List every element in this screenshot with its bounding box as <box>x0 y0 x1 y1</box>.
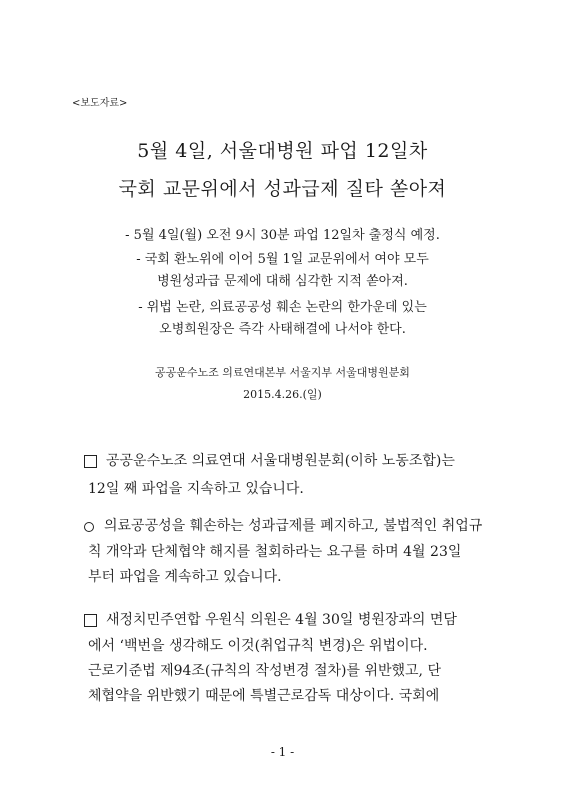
square-bullet-icon <box>84 455 97 468</box>
page-title-line-2: 국회 교문위에서 성과급제 질타 쏟아져 <box>118 178 447 200</box>
paragraph-2-line-3: 부터 파업을 계속하고 있습니다. <box>88 569 282 585</box>
paragraph-2-line-1: 의료공공성을 훼손하는 성과급제를 폐지하고, 불법적인 취업규 <box>104 518 483 534</box>
paragraph-3-line-2: 에서 ‘백번을 생각해도 이것(취업규칙 변경)은 위법이다. <box>88 638 428 654</box>
page-title-line-1: 5월 4일, 서울대병원 파업 12일차 <box>137 140 428 162</box>
subtitle-line-2: - 국회 환노위에 이어 5월 1일 교문위에서 여야 모두 <box>136 252 429 267</box>
circle-bullet-icon <box>84 522 94 532</box>
release-date: 2015.4.26.(일) <box>243 388 322 401</box>
page-number: - 1 - <box>270 745 295 759</box>
organization-name: 공공운수노조 의료연대본부 서울지부 서울대병원분회 <box>155 366 410 379</box>
paragraph-3-line-4: 체협약을 위반했기 때문에 특별근로감독 대상이다. 국회에 <box>88 688 440 704</box>
square-bullet-icon <box>84 614 97 627</box>
paragraph-1-line-2: 12일 째 파업을 지속하고 있습니다. <box>88 481 304 497</box>
paragraph-3-line-3: 근로기준법 제94조(규칙의 작성변경 절차)를 위반했고, 단 <box>88 663 441 679</box>
document-label: <보도자료> <box>72 98 128 109</box>
paragraph-1-line-1: 공공운수노조 의료연대 서울대병원분회(이하 노동조합)는 <box>106 453 455 469</box>
subtitle-line-4: - 위법 논란, 의료공공성 훼손 논란의 한가운데 있는 <box>138 300 427 315</box>
subtitle-line-5: 오병희원장은 즉각 사태해결에 나서야 한다. <box>159 322 406 337</box>
paragraph-3-line-1: 새정치민주연합 우원식 의원은 4월 30일 병원장과의 면담 <box>106 612 457 628</box>
paragraph-2-line-2: 칙 개악과 단체협약 해지를 철회하라는 요구를 하며 4월 23일 <box>88 544 462 560</box>
subtitle-line-1: - 5월 4일(월) 오전 9시 30분 파업 12일차 출정식 예정. <box>125 228 440 243</box>
subtitle-line-3: 병원성과급 문제에 대해 심각한 지적 쏟아져. <box>157 274 408 289</box>
